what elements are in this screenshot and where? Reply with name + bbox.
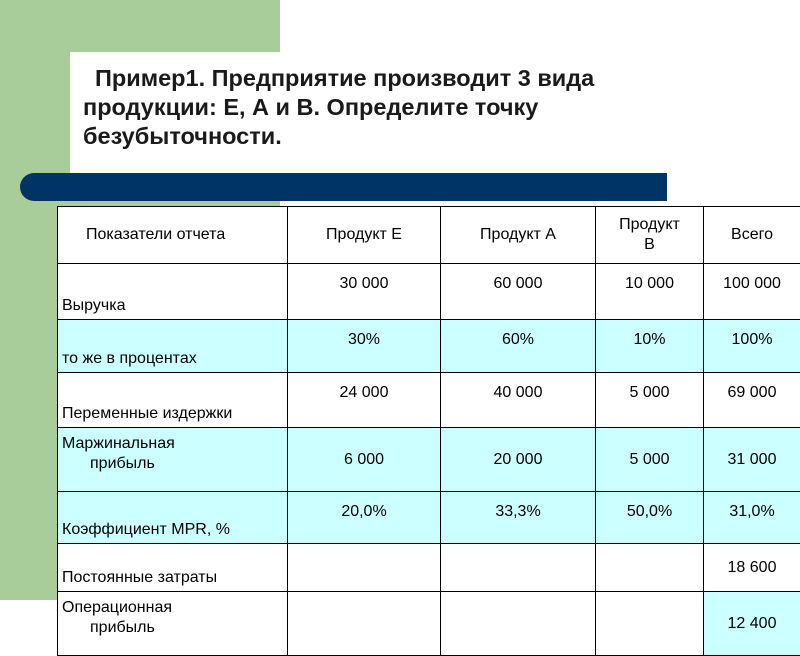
cell-value: 18 600 [704, 544, 800, 592]
cell-value: 5 000 [596, 373, 704, 428]
cell-value: 12 400 [704, 592, 800, 656]
cell-value [441, 592, 596, 656]
cell-value: 31 000 [704, 428, 800, 492]
table-row-mpr [58, 492, 800, 544]
row-label: Выручка [58, 264, 288, 320]
row-label: Переменные издержки [58, 373, 288, 428]
row-label-line2: прибыль [62, 618, 155, 638]
row-label [58, 428, 288, 492]
table-row-marginal-profit [58, 428, 800, 492]
table-row-operating-profit [58, 592, 800, 656]
cell-value: 40 000 [441, 373, 596, 428]
cell-value: 69 000 [704, 373, 800, 428]
table-row-fixed-costs [58, 544, 800, 592]
decorative-left-strip [0, 0, 57, 600]
cell-value: 60% [441, 320, 596, 373]
slide-title: Пример1. Предприятие производит 3 вида продукции: Е, А и В. Определите точку безубыточности. [83, 64, 723, 151]
cell-value: 50,0% [596, 492, 704, 544]
cell-value: 10% [596, 320, 704, 373]
cell-value: 30 000 [288, 264, 441, 320]
row-label: Постоянные затраты [58, 544, 288, 592]
cell-value: 100% [704, 320, 800, 373]
cell-value: 60 000 [441, 264, 596, 320]
cell-value: 31,0% [704, 492, 800, 544]
cell-value: 100 000 [704, 264, 800, 320]
header-product-b [596, 207, 704, 264]
cell-value [288, 544, 441, 592]
header-indicators: Показатели отчета [58, 207, 288, 264]
row-label: Коэффициент MPR, % [58, 492, 288, 544]
table-header-row [58, 207, 800, 264]
row-label: то же в процентах [58, 320, 288, 373]
cell-value: 20 000 [441, 428, 596, 492]
row-label-line1: Операционная [62, 599, 172, 616]
cell-value [596, 592, 704, 656]
cell-value: 30% [288, 320, 441, 373]
cell-value: 33,3% [441, 492, 596, 544]
row-label [58, 592, 288, 656]
header-product-b-line2: В [644, 236, 655, 253]
cell-value [596, 544, 704, 592]
header-product-e: Продукт Е [288, 207, 441, 264]
table-row-percent [58, 320, 800, 373]
cell-value [441, 544, 596, 592]
report-table [57, 206, 800, 656]
header-product-b-line1: Продукт [619, 216, 680, 233]
header-product-a: Продукт А [441, 207, 596, 264]
cell-value: 5 000 [596, 428, 704, 492]
cell-value: 10 000 [596, 264, 704, 320]
decorative-navy-bar [20, 173, 667, 201]
cell-value: 24 000 [288, 373, 441, 428]
row-label-line1: Маржинальная [62, 435, 175, 452]
row-label-line2: прибыль [62, 454, 155, 474]
table-row-revenue [58, 264, 800, 320]
cell-value [288, 592, 441, 656]
header-total: Всего [704, 207, 800, 264]
cell-value: 6 000 [288, 428, 441, 492]
cell-value: 20,0% [288, 492, 441, 544]
table-row-variable-costs [58, 373, 800, 428]
